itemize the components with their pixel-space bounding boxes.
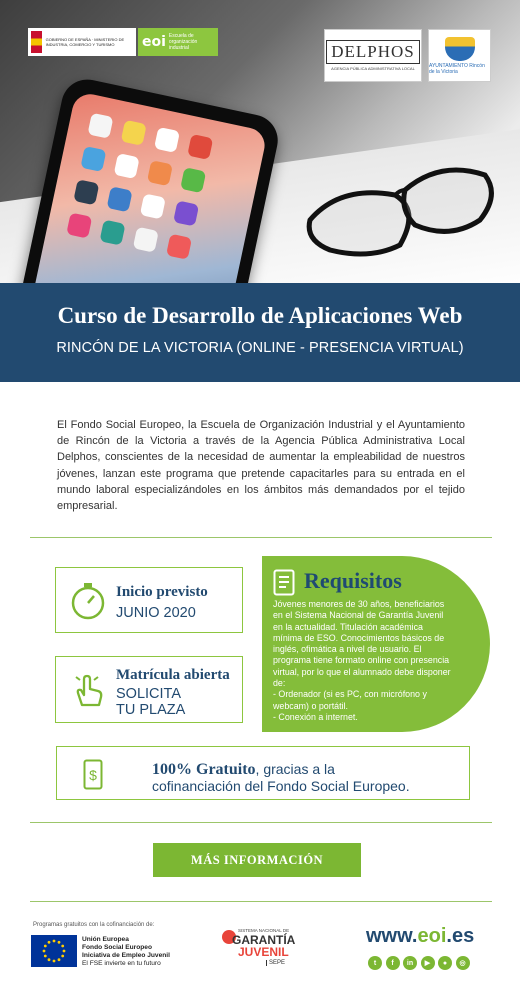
inicio-card (55, 567, 243, 633)
web-eoi: eoi (417, 925, 447, 947)
gobierno-espana-logo (28, 28, 136, 56)
app-icon (166, 234, 192, 260)
inicio-title: Inicio previsto (116, 584, 208, 600)
intro-paragraph: El Fondo Social Europeo, la Escuela de Organización Industrial y el Ayuntamiento de Rincón de la Victoria a través de la Agencia Pública Administrativa Local Delphos, conscientes de la necesidad de aumentar la empleabilidad de nuestros jóvenes, lanzan este programa que pretende capacitarles para su entrada en el mundo laboral especializándoles en los ámbitos más demandados por el tejido empresarial. (57, 419, 465, 513)
app-icon (99, 220, 125, 246)
dollar-phone-icon (83, 759, 103, 790)
requisitos-title: Requisitos (304, 568, 402, 593)
app-icon (173, 200, 199, 226)
gov-logo-text: GOBIERNO DE ESPAÑA · MINISTERIO DE INDUSTRIA, COMERCIO Y TURISMO (45, 37, 125, 47)
app-icon (87, 113, 113, 139)
course-title: Curso de Desarrollo de Aplicaciones Web (57, 303, 463, 328)
phone-screen (29, 91, 268, 283)
app-icon (107, 186, 133, 212)
inicio-value: JUNIO 2020 (116, 605, 196, 621)
gj-small: SISTEMA NACIONAL DE (238, 928, 290, 933)
requisitos-text: Jóvenes menores de 30 años, beneficiarios en el Sistema Nacional de Garantía Juvenil en la actualidad. Titulación académica mínima de ESO. Conocimientos básicos de inglés, ofimática a nivel de usuario. El programa tiene formato online con presencia virtual, por lo que el alumnado debe disponer de: (273, 599, 451, 689)
gratuito-bold: 100% Gratuito (152, 761, 256, 778)
linkedin-icon[interactable]: in (403, 956, 417, 970)
delphos-logo (324, 29, 422, 82)
ayuntamiento-logo-sub: AYUNTAMIENTO Rincón de la Victoria (429, 62, 485, 75)
app-icon (133, 227, 159, 253)
title-band (0, 283, 520, 382)
eu-text (82, 936, 170, 968)
youtube-icon[interactable]: ▶ (421, 956, 435, 970)
cofinanciacion-note: Programas gratuitos con la cofinanciación de: (33, 922, 155, 928)
matricula-title: Matrícula abierta (116, 667, 230, 683)
eu-line: Iniciativa de Empleo Juvenil (82, 952, 170, 959)
gratuito-text (152, 761, 412, 795)
eoi-logo-sub: Escuela de organización industrial (168, 33, 198, 51)
divider (30, 537, 492, 538)
requisitos-body (273, 599, 451, 723)
garantia-juvenil-logo (222, 928, 304, 972)
delphos-logo-word: DELPHOS (326, 40, 420, 64)
eu-flag-icon (31, 935, 77, 967)
app-icon (80, 146, 106, 172)
ayuntamiento-logo (428, 29, 491, 82)
flickr-icon[interactable]: ● (438, 956, 452, 970)
matricula-value-line1: SOLICITA (116, 686, 181, 702)
requisitos-panel (262, 556, 490, 732)
requisitos-item: - Conexión a internet. (273, 711, 358, 722)
divider (30, 901, 492, 902)
gj-big2: JUVENIL (238, 945, 289, 959)
svg-text:$: $ (89, 767, 97, 783)
coat-of-arms-icon (31, 31, 42, 53)
eu-line: El FSE invierte en tu futuro (82, 960, 161, 967)
app-icon (121, 120, 147, 146)
eu-line: Fondo Social Europeo (82, 944, 152, 951)
stopwatch-icon (70, 581, 106, 621)
facebook-icon[interactable]: f (386, 956, 400, 970)
eoi-logo (138, 28, 218, 56)
app-icon (187, 134, 213, 160)
app-icon (66, 212, 92, 238)
gj-big1: GARANTÍA (232, 933, 296, 947)
requisitos-item: - Ordenador (si es PC, con micrófono y webcam) o portátil. (273, 689, 427, 711)
web-suffix: .es (446, 925, 475, 947)
smartphone-image (17, 75, 282, 283)
website-link[interactable] (366, 925, 474, 948)
instagram-icon[interactable]: ◎ (456, 956, 470, 970)
web-prefix: www. (366, 925, 418, 947)
twitter-icon[interactable]: t (368, 956, 382, 970)
gratuito-rest: , gracias a la cofinanciación del Fondo Social Europeo. (152, 761, 410, 794)
eu-line: Unión Europea (82, 936, 129, 943)
eoi-logo-word: eoi (142, 34, 166, 50)
mas-informacion-button[interactable]: MÁS INFORMACIÓN (153, 843, 361, 877)
divider (30, 822, 492, 823)
delphos-logo-sub: AGENCIA PÚBLICA ADMINISTRATIVA LOCAL (331, 66, 415, 71)
app-icon (73, 179, 99, 205)
app-icon (147, 160, 173, 186)
app-icon (140, 193, 166, 219)
app-icon (154, 127, 180, 153)
matricula-value-line2: TU PLAZA (116, 702, 186, 718)
glasses-image (300, 150, 500, 260)
hand-tap-icon (68, 671, 108, 711)
gj-sepe: SEPE (266, 960, 285, 966)
gratuito-card (56, 746, 470, 800)
document-icon (273, 569, 295, 596)
app-icon (114, 153, 140, 179)
social-icons (368, 956, 470, 970)
hero-photo (0, 0, 520, 283)
course-location: RINCÓN DE LA VICTORIA (ONLINE - PRESENCIA VIRTUAL) (56, 340, 464, 356)
matricula-card (55, 656, 243, 723)
app-icon (180, 167, 206, 193)
ayuntamiento-crest-icon (445, 37, 475, 61)
